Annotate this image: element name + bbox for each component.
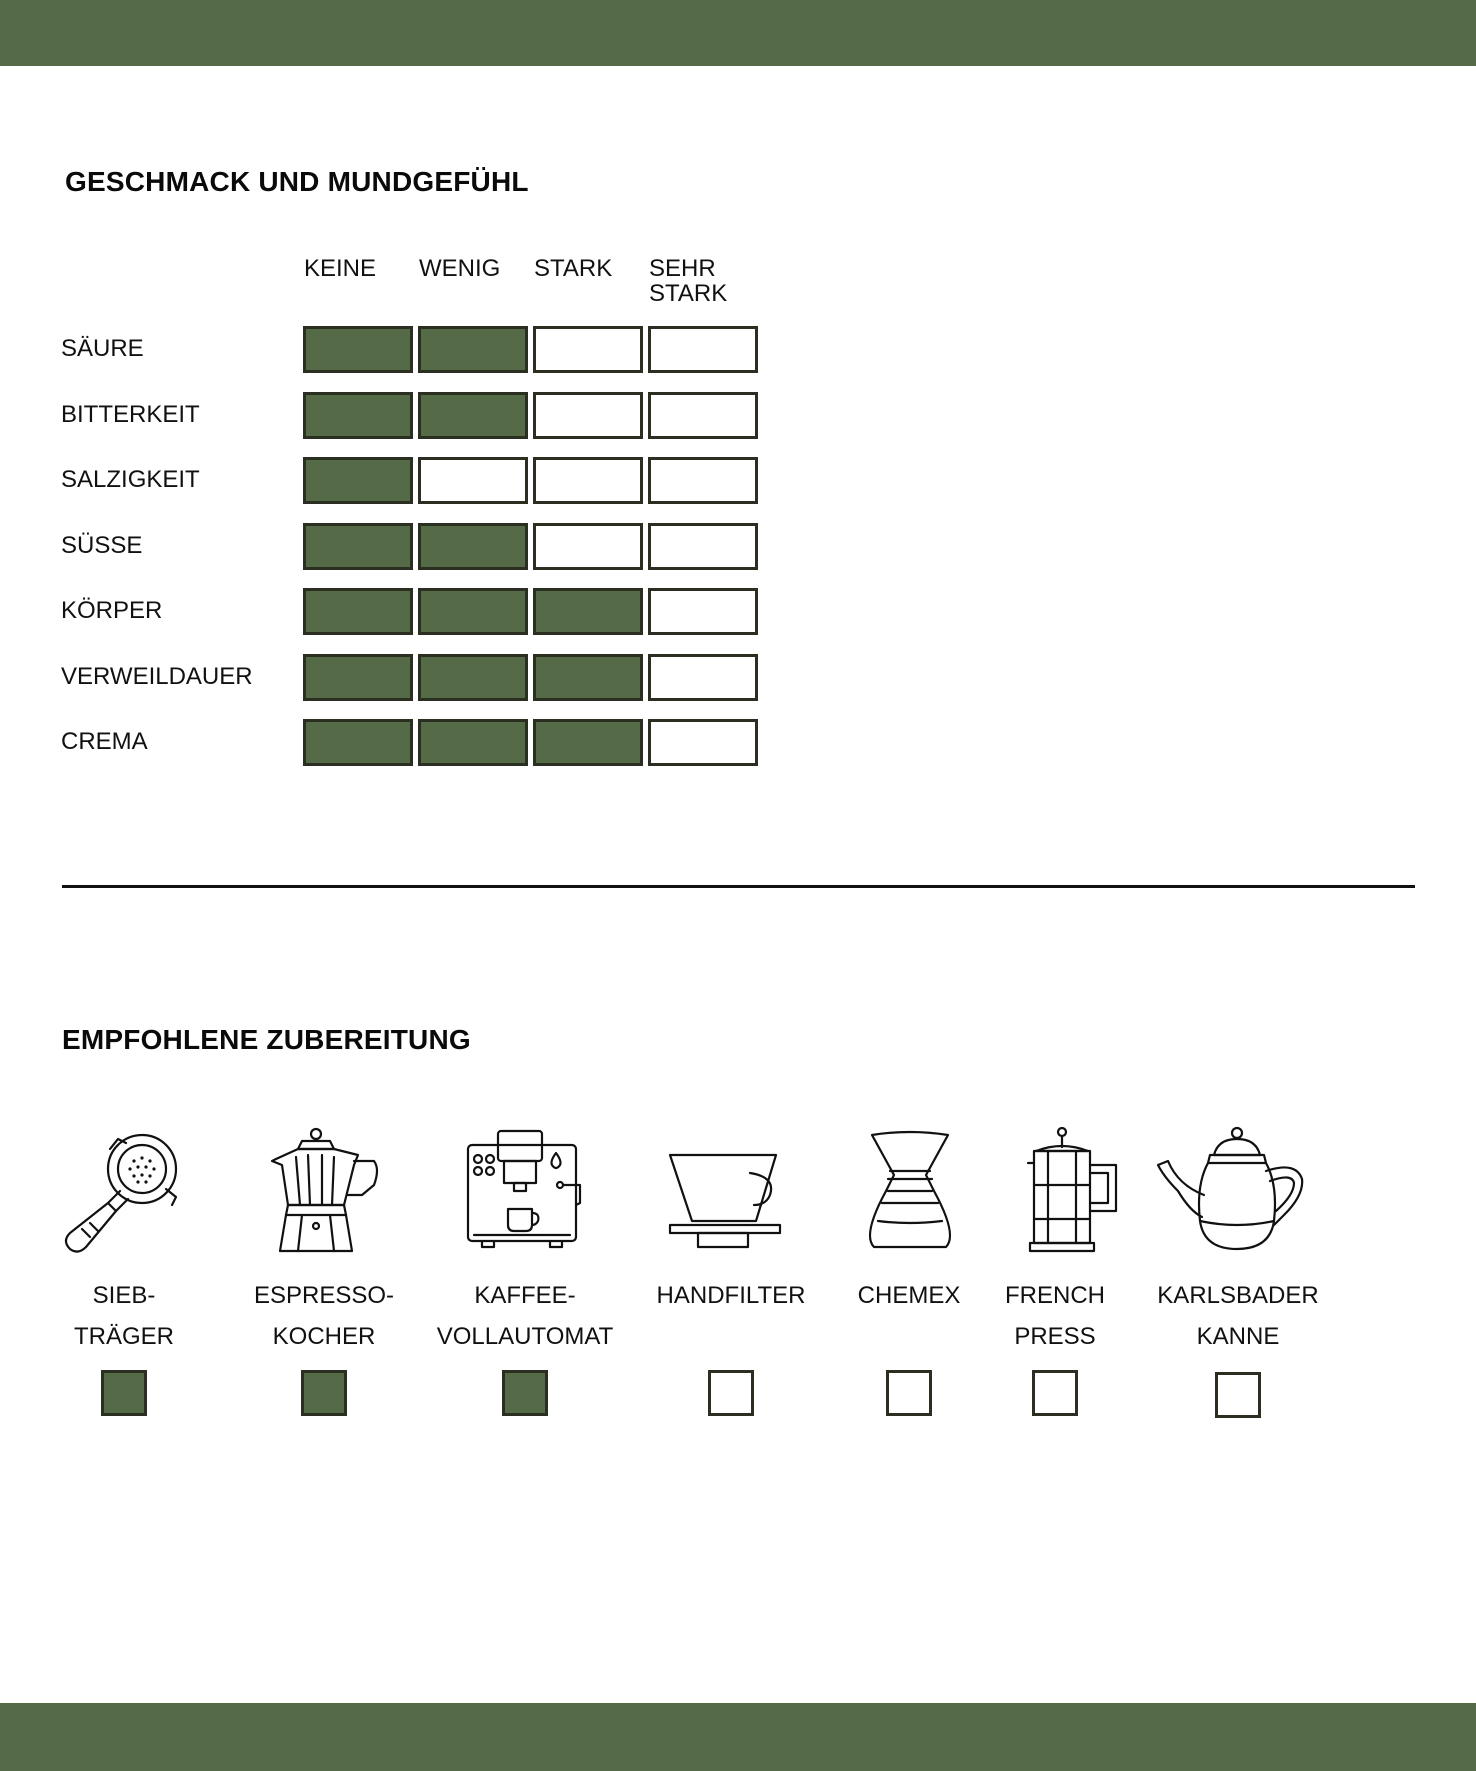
method-checkbox[interactable] (1032, 1370, 1078, 1416)
method-label: KARLSBADER KANNE (1157, 1282, 1319, 1350)
rating-cell[interactable] (303, 457, 413, 504)
rating-cell[interactable] (418, 719, 528, 766)
section-title-taste: GESCHMACK UND MUNDGEFÜHL (65, 166, 529, 197)
french-press-icon (1006, 1125, 1132, 1255)
teapot-icon (1154, 1125, 1304, 1255)
rating-cell[interactable] (648, 719, 758, 766)
row-label: VERWEILDAUER (61, 663, 253, 690)
rating-cell[interactable] (533, 326, 643, 373)
section-divider (62, 885, 1415, 888)
moka-pot-icon (262, 1125, 388, 1255)
rating-cell[interactable] (303, 326, 413, 373)
rating-cell[interactable] (303, 588, 413, 635)
rating-cell[interactable] (648, 457, 758, 504)
method-checkbox[interactable] (886, 1370, 932, 1416)
rating-cell[interactable] (648, 654, 758, 701)
rating-cell[interactable] (303, 523, 413, 570)
row-label: SÜSSE (61, 532, 143, 559)
top-band (0, 0, 1476, 66)
rating-cell[interactable] (418, 588, 528, 635)
method-checkbox[interactable] (502, 1370, 548, 1416)
rating-cell[interactable] (418, 392, 528, 439)
rating-cell[interactable] (533, 588, 643, 635)
chemex-icon (850, 1125, 976, 1255)
column-header: STARK (534, 255, 613, 282)
row-label: CREMA (61, 728, 148, 755)
rating-cell[interactable] (648, 326, 758, 373)
bottom-band (0, 1703, 1476, 1771)
rating-cell[interactable] (533, 523, 643, 570)
rating-cell[interactable] (533, 719, 643, 766)
row-label: SALZIGKEIT (61, 466, 200, 493)
method-label: HANDFILTER (656, 1282, 806, 1309)
coffee-machine-icon (464, 1125, 590, 1255)
rating-cell[interactable] (533, 457, 643, 504)
rating-cell[interactable] (418, 457, 528, 504)
portafilter-icon (60, 1125, 186, 1255)
rating-cell[interactable] (648, 588, 758, 635)
method-label: KAFFEE- VOLLAUTOMAT (436, 1282, 614, 1350)
column-header: SEHR STARK (649, 255, 728, 307)
method-label: SIEB- TRÄGER (73, 1282, 174, 1350)
row-label: BITTERKEIT (61, 401, 200, 428)
rating-cell[interactable] (533, 654, 643, 701)
row-label: KÖRPER (61, 597, 163, 624)
rating-cell[interactable] (303, 719, 413, 766)
pour-over-icon (666, 1125, 792, 1255)
column-header: KEINE (304, 255, 377, 282)
row-label: SÄURE (61, 335, 144, 362)
method-checkbox[interactable] (101, 1370, 147, 1416)
section-title-preparation: EMPFOHLENE ZUBEREITUNG (62, 1024, 471, 1055)
method-checkbox[interactable] (301, 1370, 347, 1416)
column-header: WENIG (419, 255, 501, 282)
rating-cell[interactable] (418, 654, 528, 701)
method-label: CHEMEX (857, 1282, 961, 1309)
rating-cell[interactable] (303, 654, 413, 701)
rating-cell[interactable] (303, 392, 413, 439)
method-label: ESPRESSO- KOCHER (253, 1282, 395, 1350)
rating-cell[interactable] (533, 392, 643, 439)
method-checkbox[interactable] (708, 1370, 754, 1416)
method-label: FRENCH PRESS (1005, 1282, 1105, 1350)
rating-cell[interactable] (418, 326, 528, 373)
rating-cell[interactable] (648, 392, 758, 439)
rating-cell[interactable] (418, 523, 528, 570)
method-checkbox[interactable] (1215, 1372, 1261, 1418)
rating-cell[interactable] (648, 523, 758, 570)
